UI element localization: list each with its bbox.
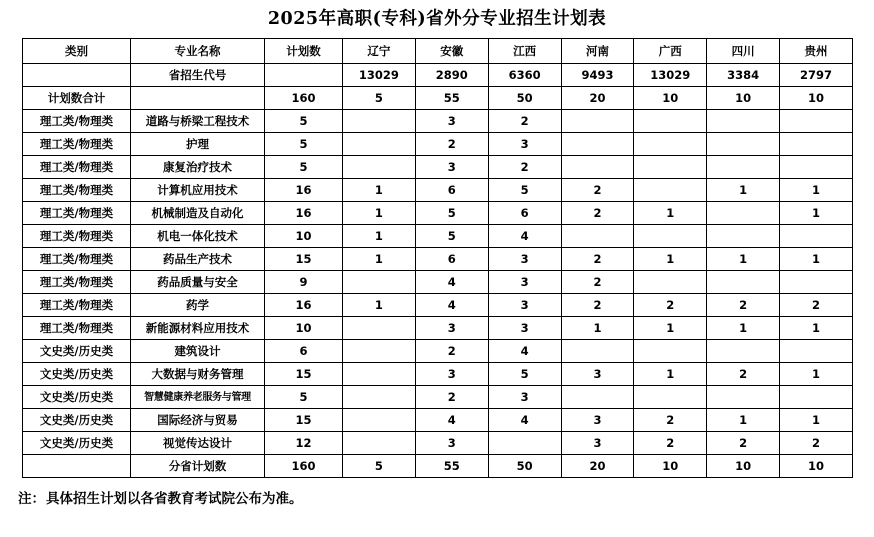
cell-province-1: 6: [415, 179, 488, 202]
cell-province-4: 1: [634, 317, 707, 340]
cell-province-2: 3: [488, 386, 561, 409]
column-header-3: 辽宁: [343, 39, 416, 64]
cell-category: 文史类/历史类: [23, 409, 131, 432]
cell-plan-count: 5: [265, 386, 343, 409]
cell-province-0: 5: [343, 87, 416, 110]
cell-province-4: [634, 133, 707, 156]
cell-province-3: 2: [561, 294, 634, 317]
cell-province-4: [634, 271, 707, 294]
cell-province-1: 55: [415, 455, 488, 478]
cell-plan-count: 12: [265, 432, 343, 455]
cell-province-3: [561, 386, 634, 409]
cell-province-3: 3: [561, 363, 634, 386]
cell-category: [23, 455, 131, 478]
cell-province-0: 1: [343, 294, 416, 317]
cell-province-0: 1: [343, 225, 416, 248]
cell-major-name: 视觉传达设计: [131, 432, 265, 455]
school-code-row: [23, 64, 853, 87]
cell-province-0: 1: [343, 179, 416, 202]
cell-province-2: 3: [488, 248, 561, 271]
cell-province-2: [488, 432, 561, 455]
table-row: [23, 340, 853, 363]
cell-plan-count: 5: [265, 133, 343, 156]
cell-province-0: [343, 386, 416, 409]
cell-province-0: [343, 156, 416, 179]
table-row: [23, 225, 853, 248]
cell-province-6: 1: [780, 317, 853, 340]
cell-province-2: 3: [488, 271, 561, 294]
admission-plan-table: [22, 38, 853, 478]
cell-province-3: 1: [561, 317, 634, 340]
cell-province-2: 50: [488, 87, 561, 110]
cell-province-4: [634, 110, 707, 133]
cell-province-6: 2: [780, 294, 853, 317]
table-row: [23, 179, 853, 202]
cell-province-1: 4: [415, 409, 488, 432]
cell-province-3: 20: [561, 455, 634, 478]
column-header-5: 江西: [488, 39, 561, 64]
cell-province-0: [343, 133, 416, 156]
cell-province-1: 6: [415, 248, 488, 271]
cell-province-1: 2890: [415, 64, 488, 87]
cell-province-4: 1: [634, 248, 707, 271]
cell-province-5: [707, 340, 780, 363]
cell-province-5: 3384: [707, 64, 780, 87]
cell-category: 文史类/历史类: [23, 363, 131, 386]
table-row: [23, 202, 853, 225]
cell-plan-count: [265, 64, 343, 87]
cell-province-3: [561, 225, 634, 248]
cell-province-6: [780, 271, 853, 294]
cell-province-5: [707, 225, 780, 248]
cell-province-5: 1: [707, 409, 780, 432]
cell-major-name: 机械制造及自动化: [131, 202, 265, 225]
cell-province-3: [561, 133, 634, 156]
cell-category: 理工类/物理类: [23, 179, 131, 202]
province-total-row: [23, 455, 853, 478]
cell-province-3: 20: [561, 87, 634, 110]
cell-province-5: 1: [707, 248, 780, 271]
cell-province-5: 1: [707, 179, 780, 202]
table-row: [23, 271, 853, 294]
cell-province-3: 2: [561, 248, 634, 271]
cell-province-5: 2: [707, 363, 780, 386]
cell-province-2: 3: [488, 294, 561, 317]
cell-plan-count: 5: [265, 110, 343, 133]
cell-province-3: [561, 340, 634, 363]
cell-province-0: [343, 271, 416, 294]
cell-category: 文史类/历史类: [23, 340, 131, 363]
cell-province-6: 1: [780, 202, 853, 225]
cell-province-2: 6360: [488, 64, 561, 87]
cell-province-1: 55: [415, 87, 488, 110]
cell-province-1: 5: [415, 225, 488, 248]
table-row: [23, 409, 853, 432]
column-header-7: 广西: [634, 39, 707, 64]
cell-plan-count: 9: [265, 271, 343, 294]
cell-province-1: 4: [415, 271, 488, 294]
cell-major-name: 智慧健康养老服务与管理: [131, 386, 265, 409]
cell-category: 理工类/物理类: [23, 271, 131, 294]
cell-province-5: [707, 110, 780, 133]
cell-province-3: 2: [561, 271, 634, 294]
table-body: [23, 64, 853, 478]
cell-province-6: 10: [780, 455, 853, 478]
cell-province-4: [634, 225, 707, 248]
header-row: [23, 39, 853, 64]
cell-province-1: 3: [415, 156, 488, 179]
cell-category: 理工类/物理类: [23, 133, 131, 156]
cell-province-4: [634, 340, 707, 363]
cell-province-6: [780, 225, 853, 248]
cell-plan-count: 16: [265, 294, 343, 317]
cell-category: 理工类/物理类: [23, 202, 131, 225]
cell-province-5: [707, 133, 780, 156]
cell-province-5: [707, 271, 780, 294]
cell-province-5: [707, 202, 780, 225]
cell-province-2: 50: [488, 455, 561, 478]
cell-province-1: 4: [415, 294, 488, 317]
cell-province-4: 2: [634, 294, 707, 317]
cell-major-name: 药品生产技术: [131, 248, 265, 271]
cell-province-4: 13029: [634, 64, 707, 87]
cell-major-name: 药学: [131, 294, 265, 317]
table-row: [23, 363, 853, 386]
cell-category: 文史类/历史类: [23, 386, 131, 409]
column-header-2: 计划数: [265, 39, 343, 64]
cell-major-name: 国际经济与贸易: [131, 409, 265, 432]
cell-province-5: 2: [707, 432, 780, 455]
cell-major-name: 分省计划数: [131, 455, 265, 478]
cell-category: 理工类/物理类: [23, 248, 131, 271]
cell-province-1: 2: [415, 386, 488, 409]
cell-major-name: 计算机应用技术: [131, 179, 265, 202]
cell-plan-count: 10: [265, 225, 343, 248]
column-header-0: 类别: [23, 39, 131, 64]
column-header-4: 安徽: [415, 39, 488, 64]
table-row: [23, 432, 853, 455]
cell-province-3: 2: [561, 202, 634, 225]
cell-province-2: 4: [488, 225, 561, 248]
cell-major-name: 机电一体化技术: [131, 225, 265, 248]
table-header: [23, 39, 853, 64]
cell-province-6: 1: [780, 179, 853, 202]
cell-province-5: 10: [707, 455, 780, 478]
cell-plan-count: 5: [265, 156, 343, 179]
cell-province-5: 10: [707, 87, 780, 110]
cell-province-6: 1: [780, 409, 853, 432]
cell-category: 计划数合计: [23, 87, 131, 110]
cell-province-2: 4: [488, 340, 561, 363]
cell-major-name: 护理: [131, 133, 265, 156]
cell-major-name: 道路与桥梁工程技术: [131, 110, 265, 133]
cell-plan-count: 160: [265, 455, 343, 478]
table-row: [23, 294, 853, 317]
footer-note: [0, 478, 874, 508]
cell-major-name: 省招生代号: [131, 64, 265, 87]
cell-province-0: [343, 110, 416, 133]
cell-province-4: [634, 156, 707, 179]
cell-province-0: [343, 317, 416, 340]
cell-plan-count: 15: [265, 363, 343, 386]
cell-category: 理工类/物理类: [23, 110, 131, 133]
cell-province-4: 10: [634, 455, 707, 478]
cell-province-1: 3: [415, 110, 488, 133]
cell-province-1: 2: [415, 133, 488, 156]
cell-province-1: 3: [415, 363, 488, 386]
cell-province-6: [780, 386, 853, 409]
cell-province-0: [343, 432, 416, 455]
cell-province-6: 2: [780, 432, 853, 455]
column-header-8: 四川: [707, 39, 780, 64]
cell-province-2: 4: [488, 409, 561, 432]
column-header-9: 贵州: [780, 39, 853, 64]
cell-province-0: [343, 409, 416, 432]
cell-province-6: 1: [780, 248, 853, 271]
cell-category: 文史类/历史类: [23, 432, 131, 455]
cell-province-0: 13029: [343, 64, 416, 87]
column-header-6: 河南: [561, 39, 634, 64]
footer-note-label: 注：: [18, 491, 45, 507]
cell-major-name: 建筑设计: [131, 340, 265, 363]
cell-province-4: 2: [634, 409, 707, 432]
cell-province-3: 2: [561, 179, 634, 202]
cell-province-4: 2: [634, 432, 707, 455]
cell-province-5: 2: [707, 294, 780, 317]
cell-category: 理工类/物理类: [23, 317, 131, 340]
cell-province-6: 10: [780, 87, 853, 110]
cell-province-3: 9493: [561, 64, 634, 87]
cell-province-0: 1: [343, 202, 416, 225]
cell-province-6: [780, 340, 853, 363]
cell-major-name: 新能源材料应用技术: [131, 317, 265, 340]
cell-province-4: 10: [634, 87, 707, 110]
cell-province-6: [780, 133, 853, 156]
cell-province-4: [634, 179, 707, 202]
cell-category: 理工类/物理类: [23, 156, 131, 179]
cell-province-2: 2: [488, 156, 561, 179]
cell-province-0: 1: [343, 248, 416, 271]
cell-category: 理工类/物理类: [23, 294, 131, 317]
cell-category: 理工类/物理类: [23, 225, 131, 248]
cell-plan-count: 6: [265, 340, 343, 363]
cell-province-2: 5: [488, 179, 561, 202]
cell-province-3: [561, 110, 634, 133]
cell-province-5: 1: [707, 317, 780, 340]
cell-province-2: 2: [488, 110, 561, 133]
column-header-1: 专业名称: [131, 39, 265, 64]
cell-major-name: [131, 87, 265, 110]
cell-province-1: 5: [415, 202, 488, 225]
page-title: 2025年高职(专科)省外分专业招生计划表: [267, 9, 607, 29]
cell-major-name: 药品质量与安全: [131, 271, 265, 294]
table-row: [23, 248, 853, 271]
cell-province-1: 2: [415, 340, 488, 363]
cell-province-6: [780, 110, 853, 133]
cell-province-1: 3: [415, 317, 488, 340]
cell-province-2: 5: [488, 363, 561, 386]
cell-province-0: [343, 340, 416, 363]
cell-plan-count: 16: [265, 179, 343, 202]
cell-province-0: [343, 363, 416, 386]
plan-total-row: [23, 87, 853, 110]
cell-province-3: [561, 156, 634, 179]
cell-province-4: 1: [634, 363, 707, 386]
table-container: [0, 38, 874, 478]
cell-province-0: 5: [343, 455, 416, 478]
cell-category: [23, 64, 131, 87]
table-row: [23, 133, 853, 156]
cell-plan-count: 10: [265, 317, 343, 340]
cell-major-name: 大数据与财务管理: [131, 363, 265, 386]
cell-province-3: 3: [561, 409, 634, 432]
cell-province-4: [634, 386, 707, 409]
cell-province-5: [707, 386, 780, 409]
cell-province-6: [780, 156, 853, 179]
cell-plan-count: 15: [265, 409, 343, 432]
table-row: [23, 156, 853, 179]
cell-province-2: 3: [488, 317, 561, 340]
cell-province-2: 6: [488, 202, 561, 225]
cell-major-name: 康复治疗技术: [131, 156, 265, 179]
cell-province-2: 3: [488, 133, 561, 156]
table-row: [23, 317, 853, 340]
cell-province-3: 3: [561, 432, 634, 455]
table-row: [23, 386, 853, 409]
cell-province-1: 3: [415, 432, 488, 455]
table-row: [23, 110, 853, 133]
cell-plan-count: 15: [265, 248, 343, 271]
cell-plan-count: 16: [265, 202, 343, 225]
footer-note-text: 具体招生计划以各省教育考试院公布为准。: [46, 491, 303, 507]
cell-province-5: [707, 156, 780, 179]
cell-plan-count: 160: [265, 87, 343, 110]
cell-province-6: 2797: [780, 64, 853, 87]
cell-province-6: 1: [780, 363, 853, 386]
cell-province-4: 1: [634, 202, 707, 225]
